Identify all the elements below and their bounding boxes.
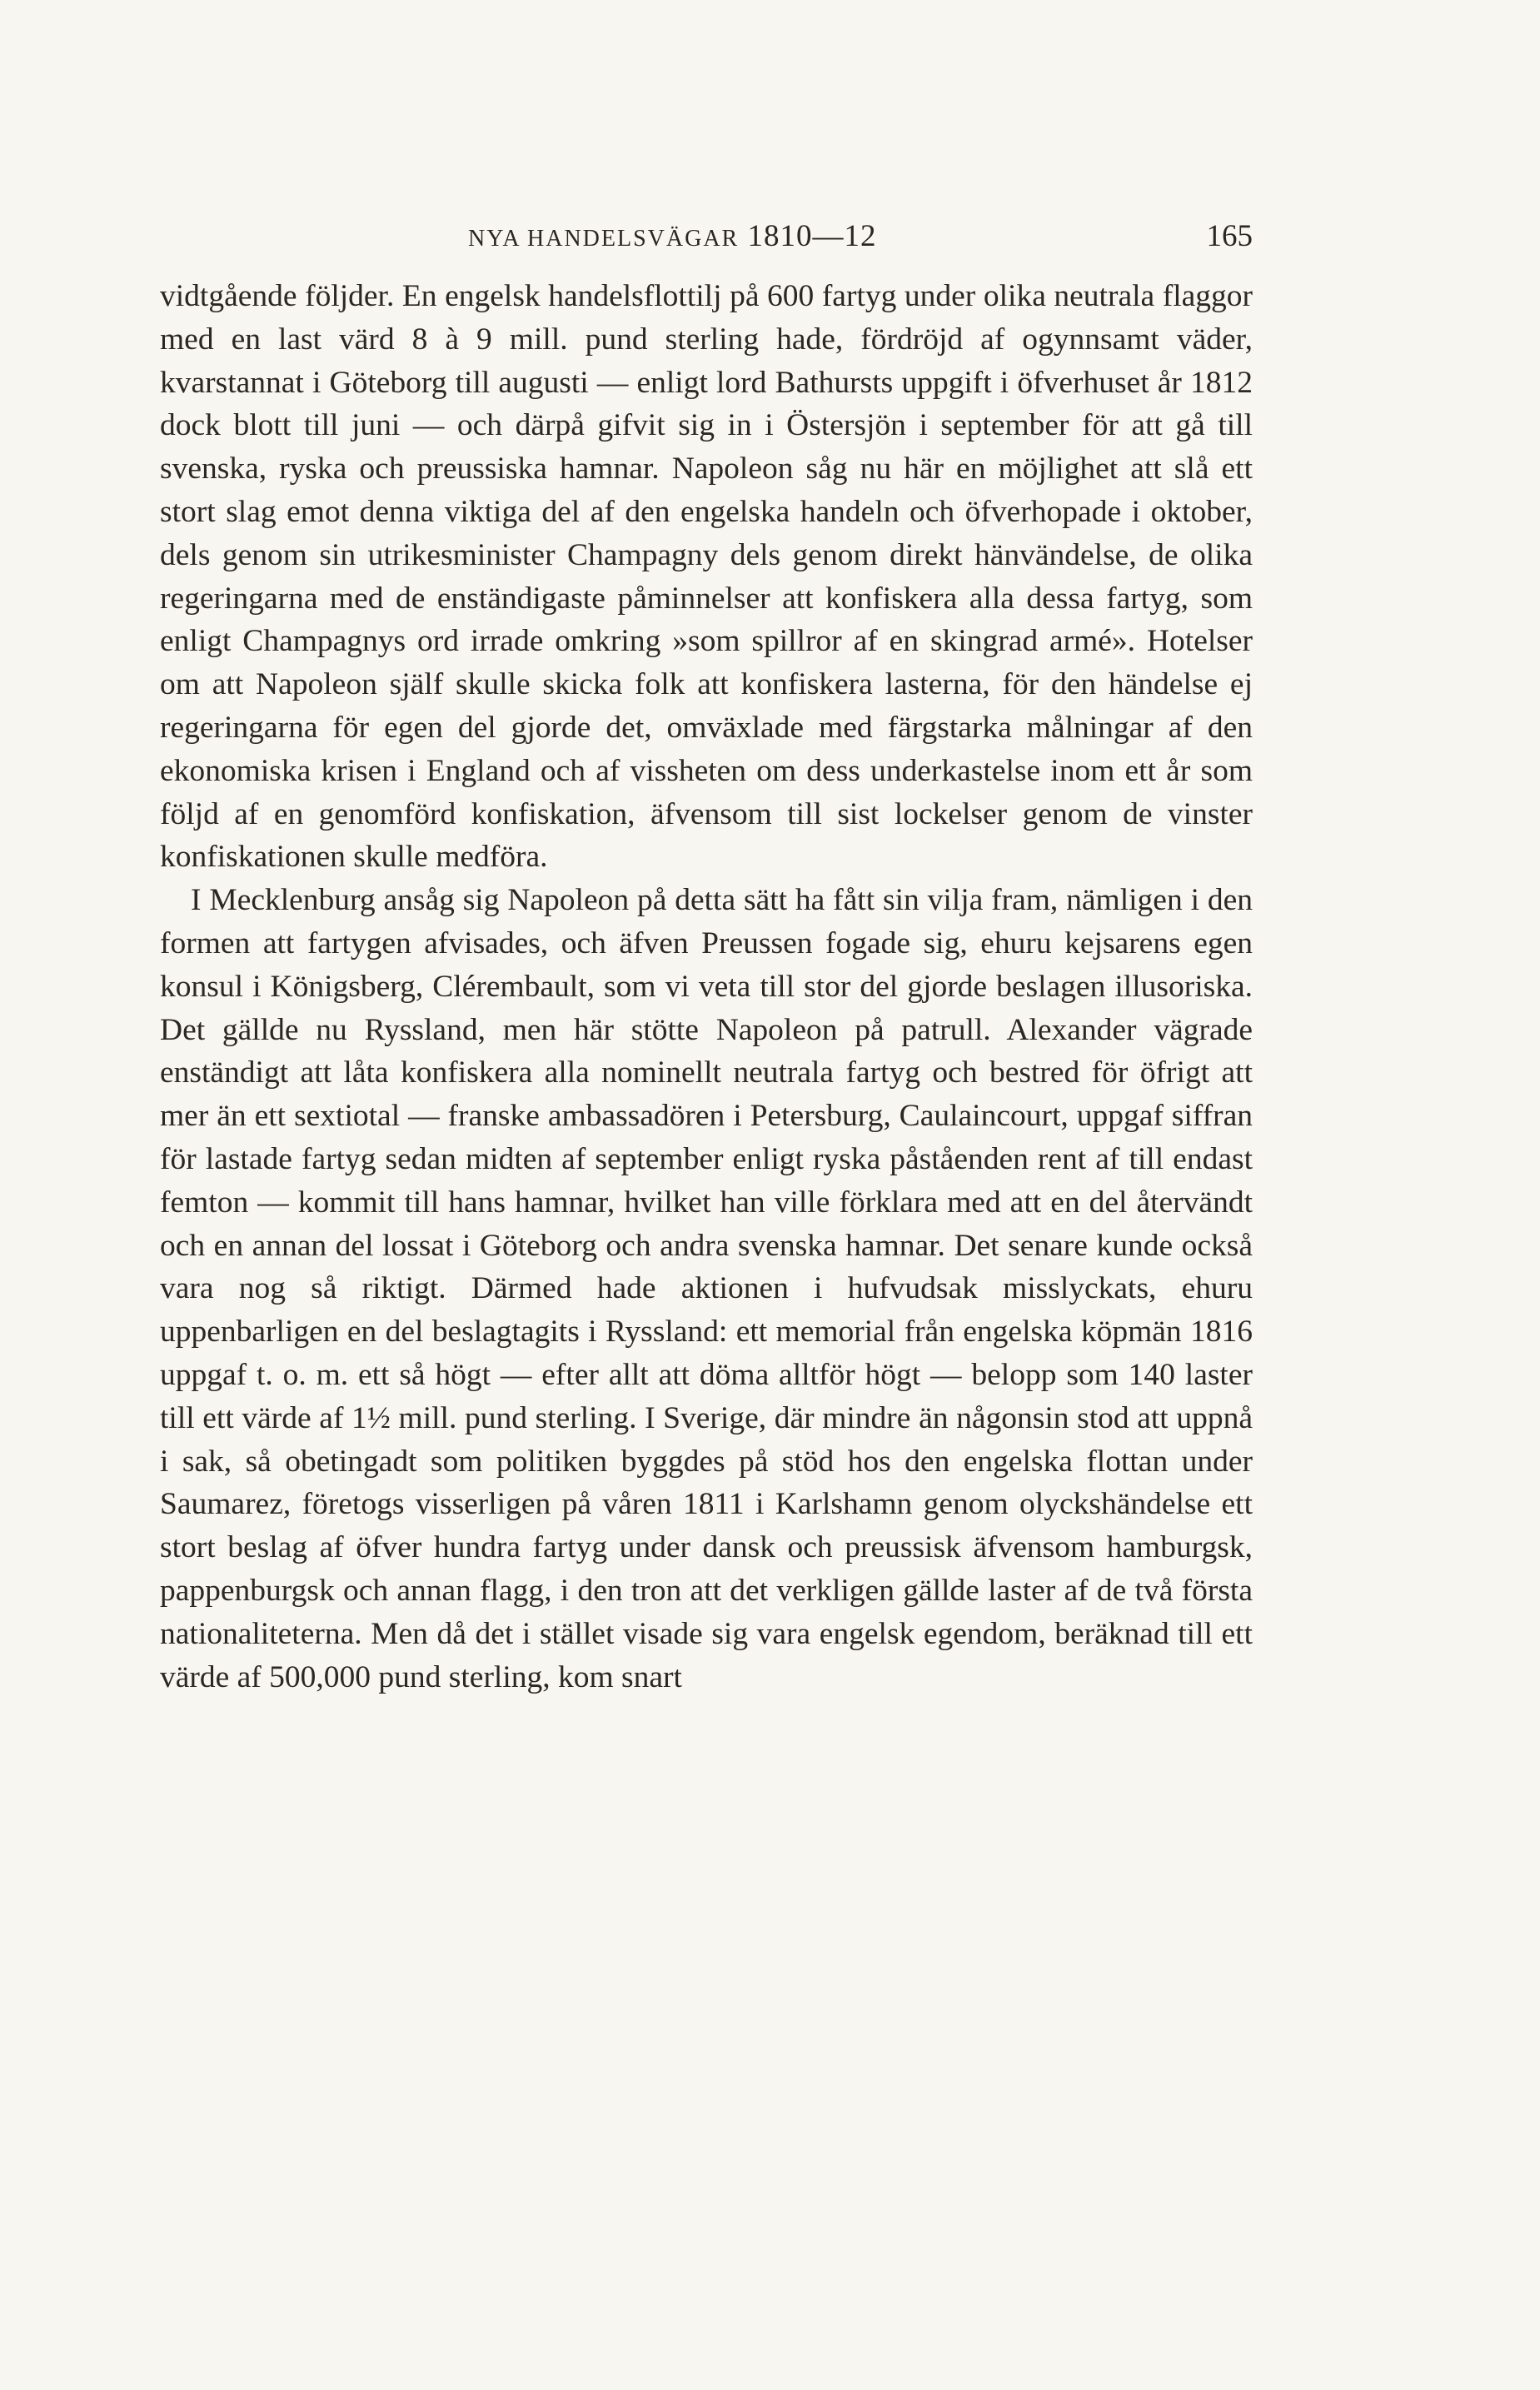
page-number: 165 [1206,219,1253,253]
body-text [160,275,1253,1699]
paragraph-2: I Mecklenburg ansåg sig Napoleon på detta sätt ha fått sin vilja fram, nämligen i den formen att fartygen afvisades, och äfven Preussen fogade sig, ehuru kejsarens egen konsul i Königsberg, Clérembault, som vi veta till stor del gjorde beslagen illusoriska. Det gällde nu Ryssland, men här stötte Napoleon på patrull. Alexander vägrade enständigt att låta konfiskera alla nominellt neutrala fartyg och bestred för öfrigt att mer än ett sextiotal — franske ambassadören i Petersburg, Caulaincourt, uppgaf siffran för lastade fartyg sedan midten af september enligt ryska påståenden rent af till endast femton — kommit till hans hamnar, hvilket han ville förklara med att en del återvändt och en annan del lossat i Göteborg och andra svenska hamnar. Det senare kunde också vara nog så riktigt. Därmed hade aktionen i hufvudsak misslyckats, ehuru uppenbarligen en del beslagtagits i Ryssland: ett memorial från engelska köpmän 1816 uppgaf t. o. m. ett så högt — efter allt att döma alltför högt — belopp som 140 laster till ett värde af 1½ mill. pund sterling. I Sverige, där mindre än någonsin stod att uppnå i sak, så obetingadt som politiken byggdes på stöd hos den engelska flottan under Saumarez, företogs visserligen på våren 1811 i Karlshamn genom olyckshändelse ett stort beslag af öfver hundra fartyg under dansk och preussisk äfvensom hamburgsk, pappenburgsk och annan flagg, i den tron att det verkligen gällde laster af de två första nationaliteterna. Men då det i stället visade sig vara engelsk egendom, beräknad till ett värde af 500,000 pund sterling, kom snart [160,883,1253,1694]
running-title-text: NYA HANDELSVÄGAR [468,226,740,252]
paragraph-1: vidtgående följder. En engelsk handelsflottilj på 600 fartyg under olika neutrala flaggor med en last värd 8 à 9 mill. pund sterling hade, fördröjd af ogynnsamt väder, kvarstannat i Göteborg till augusti — enligt lord Bathursts uppgift i öfverhuset år 1812 dock blott till juni — och därpå gifvit sig in i Östersjön i september för att gå till svenska, ryska och preussiska hamnar. Napoleon såg nu här en möjlighet att slå ett stort slag emot denna viktiga del af den engelska handeln och öfverhopade i oktober, dels genom sin utrikesminister Champagny dels genom direkt hänvändelse, de olika regeringarna med de enständigaste påminnelser att konfiskera alla dessa fartyg, som enligt Champagnys ord irrade omkring »som spillror af en skingrad armé». Hotelser om att Napoleon själf skulle skicka folk att konfiskera lasterna, för den händelse ej regeringarna för egen del gjorde det, omväxlade med färgstarka målningar af den ekonomiska krisen i England och af vissheten om dess underkastelse inom ett år som följd af en genomförd konfiskation, äfvensom till sist lockelser genom de vinster konfiskationen skulle medföra. [160,279,1253,875]
running-title [468,218,876,254]
page-header [160,218,1253,260]
running-title-years: 1810—12 [747,219,877,253]
